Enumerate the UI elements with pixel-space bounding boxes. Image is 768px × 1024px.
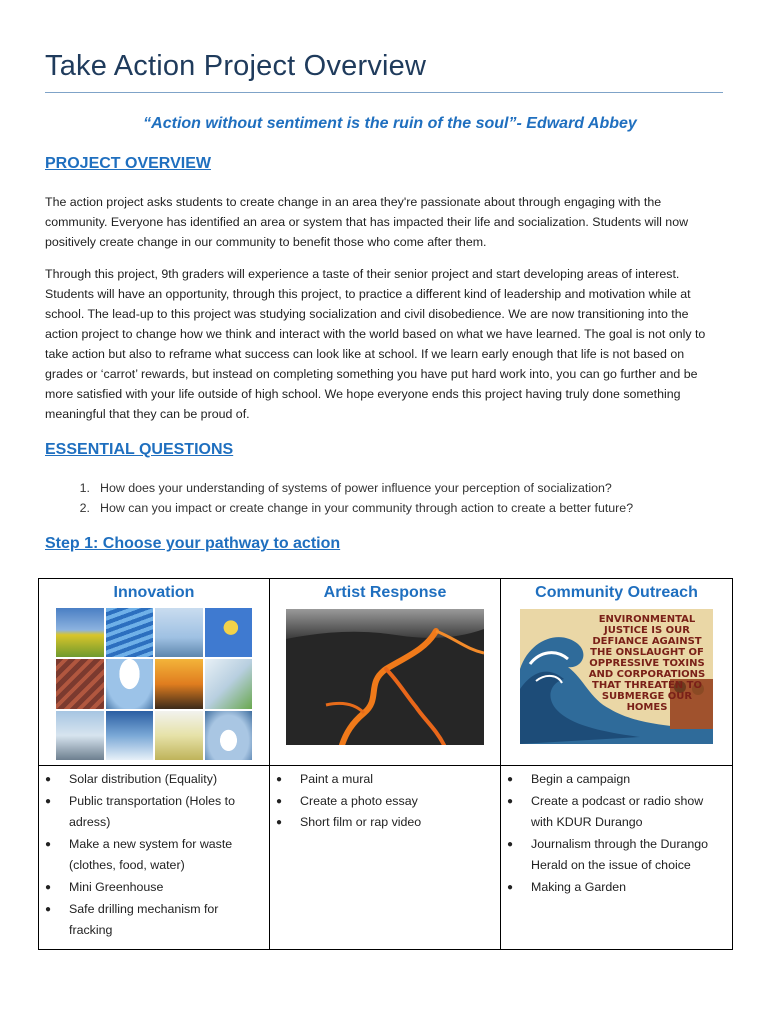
- list-item: ● Create a podcast or radio show with KDUR Durango: [501, 791, 726, 834]
- step1-heading: Step 1: Choose your pathway to action: [45, 535, 341, 552]
- pathways-table: [38, 578, 733, 950]
- bullet-icon: ●: [507, 881, 514, 893]
- table-row: [39, 766, 733, 950]
- list-item: ● Mini Greenhouse: [39, 877, 263, 899]
- essential-questions-heading: ESSENTIAL QUESTIONS: [45, 441, 234, 458]
- question-text: How does your understanding of systems of power influence your perception of socialization?: [100, 481, 612, 495]
- list-item: ● Making a Garden: [501, 877, 726, 899]
- table-row: [39, 579, 733, 766]
- bullet-icon: ●: [276, 817, 283, 829]
- innovation-ideas-list: [39, 766, 269, 942]
- list-item: ● Paint a mural: [270, 769, 494, 791]
- page-title: Take Action Project Overview: [45, 50, 427, 82]
- list-item: ● Solar distribution (Equality): [39, 769, 263, 791]
- bullet-icon: ●: [507, 774, 514, 785]
- community-outreach-cell: [501, 579, 733, 766]
- list-item: ● Create a photo essay: [270, 791, 494, 813]
- bullet-icon: ●: [276, 774, 283, 785]
- overview-paragraph-2: Through this project, 9th graders will experience a taste of their senior project and start developing areas of interest. Students will have an opportunity, through this project, to practice a different kind of leadership and motivation while at school. The lead-up to this project was studying socialization and civil disobedience. We are now transitioning into the action project to change how we think and interact with the world based on what we have learned. The goal is not only to take action but also to reframe what success can look like at school. If we learn early enough that life is not based on grades or ‘carrot’ rewards, but instead on completing something you have put hard work into, you can go further and be more satisfied with your life outside of high school. We hope everyone ends this project having truly done something meaningful that they can be proud of.: [45, 267, 706, 421]
- innovation-title: Innovation: [113, 584, 195, 601]
- question-text: How can you impact or create change in your community through action to create a better future?: [100, 501, 634, 515]
- bullet-icon: ●: [45, 838, 52, 850]
- list-item: ● Short film or rap video: [270, 812, 494, 834]
- bullet-icon: ●: [507, 838, 514, 850]
- list-item: [45, 498, 725, 518]
- poster-text: ENVIRONMENTAL JUSTICE IS OUR DEFIANCE AGAINST THE ONSLAUGHT OF OPPRESSIVE TOXINS AND CORPORATIONS THAT THREATEN TO SUBMERGE OUR HOMES: [588, 614, 706, 713]
- innovation-ideas-cell: [39, 766, 270, 950]
- bullet-icon: ●: [45, 795, 52, 807]
- overview-paragraph-1: The action project asks students to create change in an area they're passionate about through engaging with the community. Everyone has identified an area or system that has impacted their life and socialization. Students will now positively create change in our community to benefit those who come after them.: [45, 195, 689, 249]
- bullet-icon: ●: [45, 774, 52, 785]
- essential-questions-list: [45, 478, 725, 518]
- lava-flow-photo-icon: [286, 609, 484, 745]
- artist-response-ideas-cell: [270, 766, 501, 950]
- list-item: ● Safe drilling mechanism for fracking: [39, 899, 263, 942]
- bullet-icon: ●: [276, 795, 283, 807]
- list-item: ● Make a new system for waste (clothes, food, water): [39, 834, 263, 877]
- list-item: [45, 478, 725, 498]
- artist-response-title: Artist Response: [323, 584, 447, 601]
- question-number: 1.: [79, 481, 90, 495]
- artist-response-cell: [270, 579, 501, 766]
- bullet-icon: ●: [45, 881, 52, 893]
- question-number: 2.: [79, 501, 90, 515]
- community-outreach-ideas-list: [501, 766, 732, 899]
- title-divider: [45, 92, 723, 93]
- renewable-energy-collage-icon: [56, 608, 252, 760]
- environmental-justice-poster-icon: [520, 609, 713, 744]
- bullet-icon: ●: [45, 903, 52, 915]
- artist-response-ideas-list: [270, 766, 500, 834]
- project-overview-heading: PROJECT OVERVIEW: [45, 155, 211, 172]
- list-item: ● Public transportation (Holes to adress): [39, 791, 263, 834]
- community-outreach-title: Community Outreach: [535, 584, 698, 601]
- innovation-cell: [39, 579, 270, 766]
- community-outreach-ideas-cell: [501, 766, 733, 950]
- list-item: ● Journalism through the Durango Herald on the issue of choice: [501, 834, 726, 877]
- list-item: ● Begin a campaign: [501, 769, 726, 791]
- epigraph-quote: “Action without sentiment is the ruin of the soul”- Edward Abbey: [143, 115, 637, 132]
- bullet-icon: ●: [507, 795, 514, 807]
